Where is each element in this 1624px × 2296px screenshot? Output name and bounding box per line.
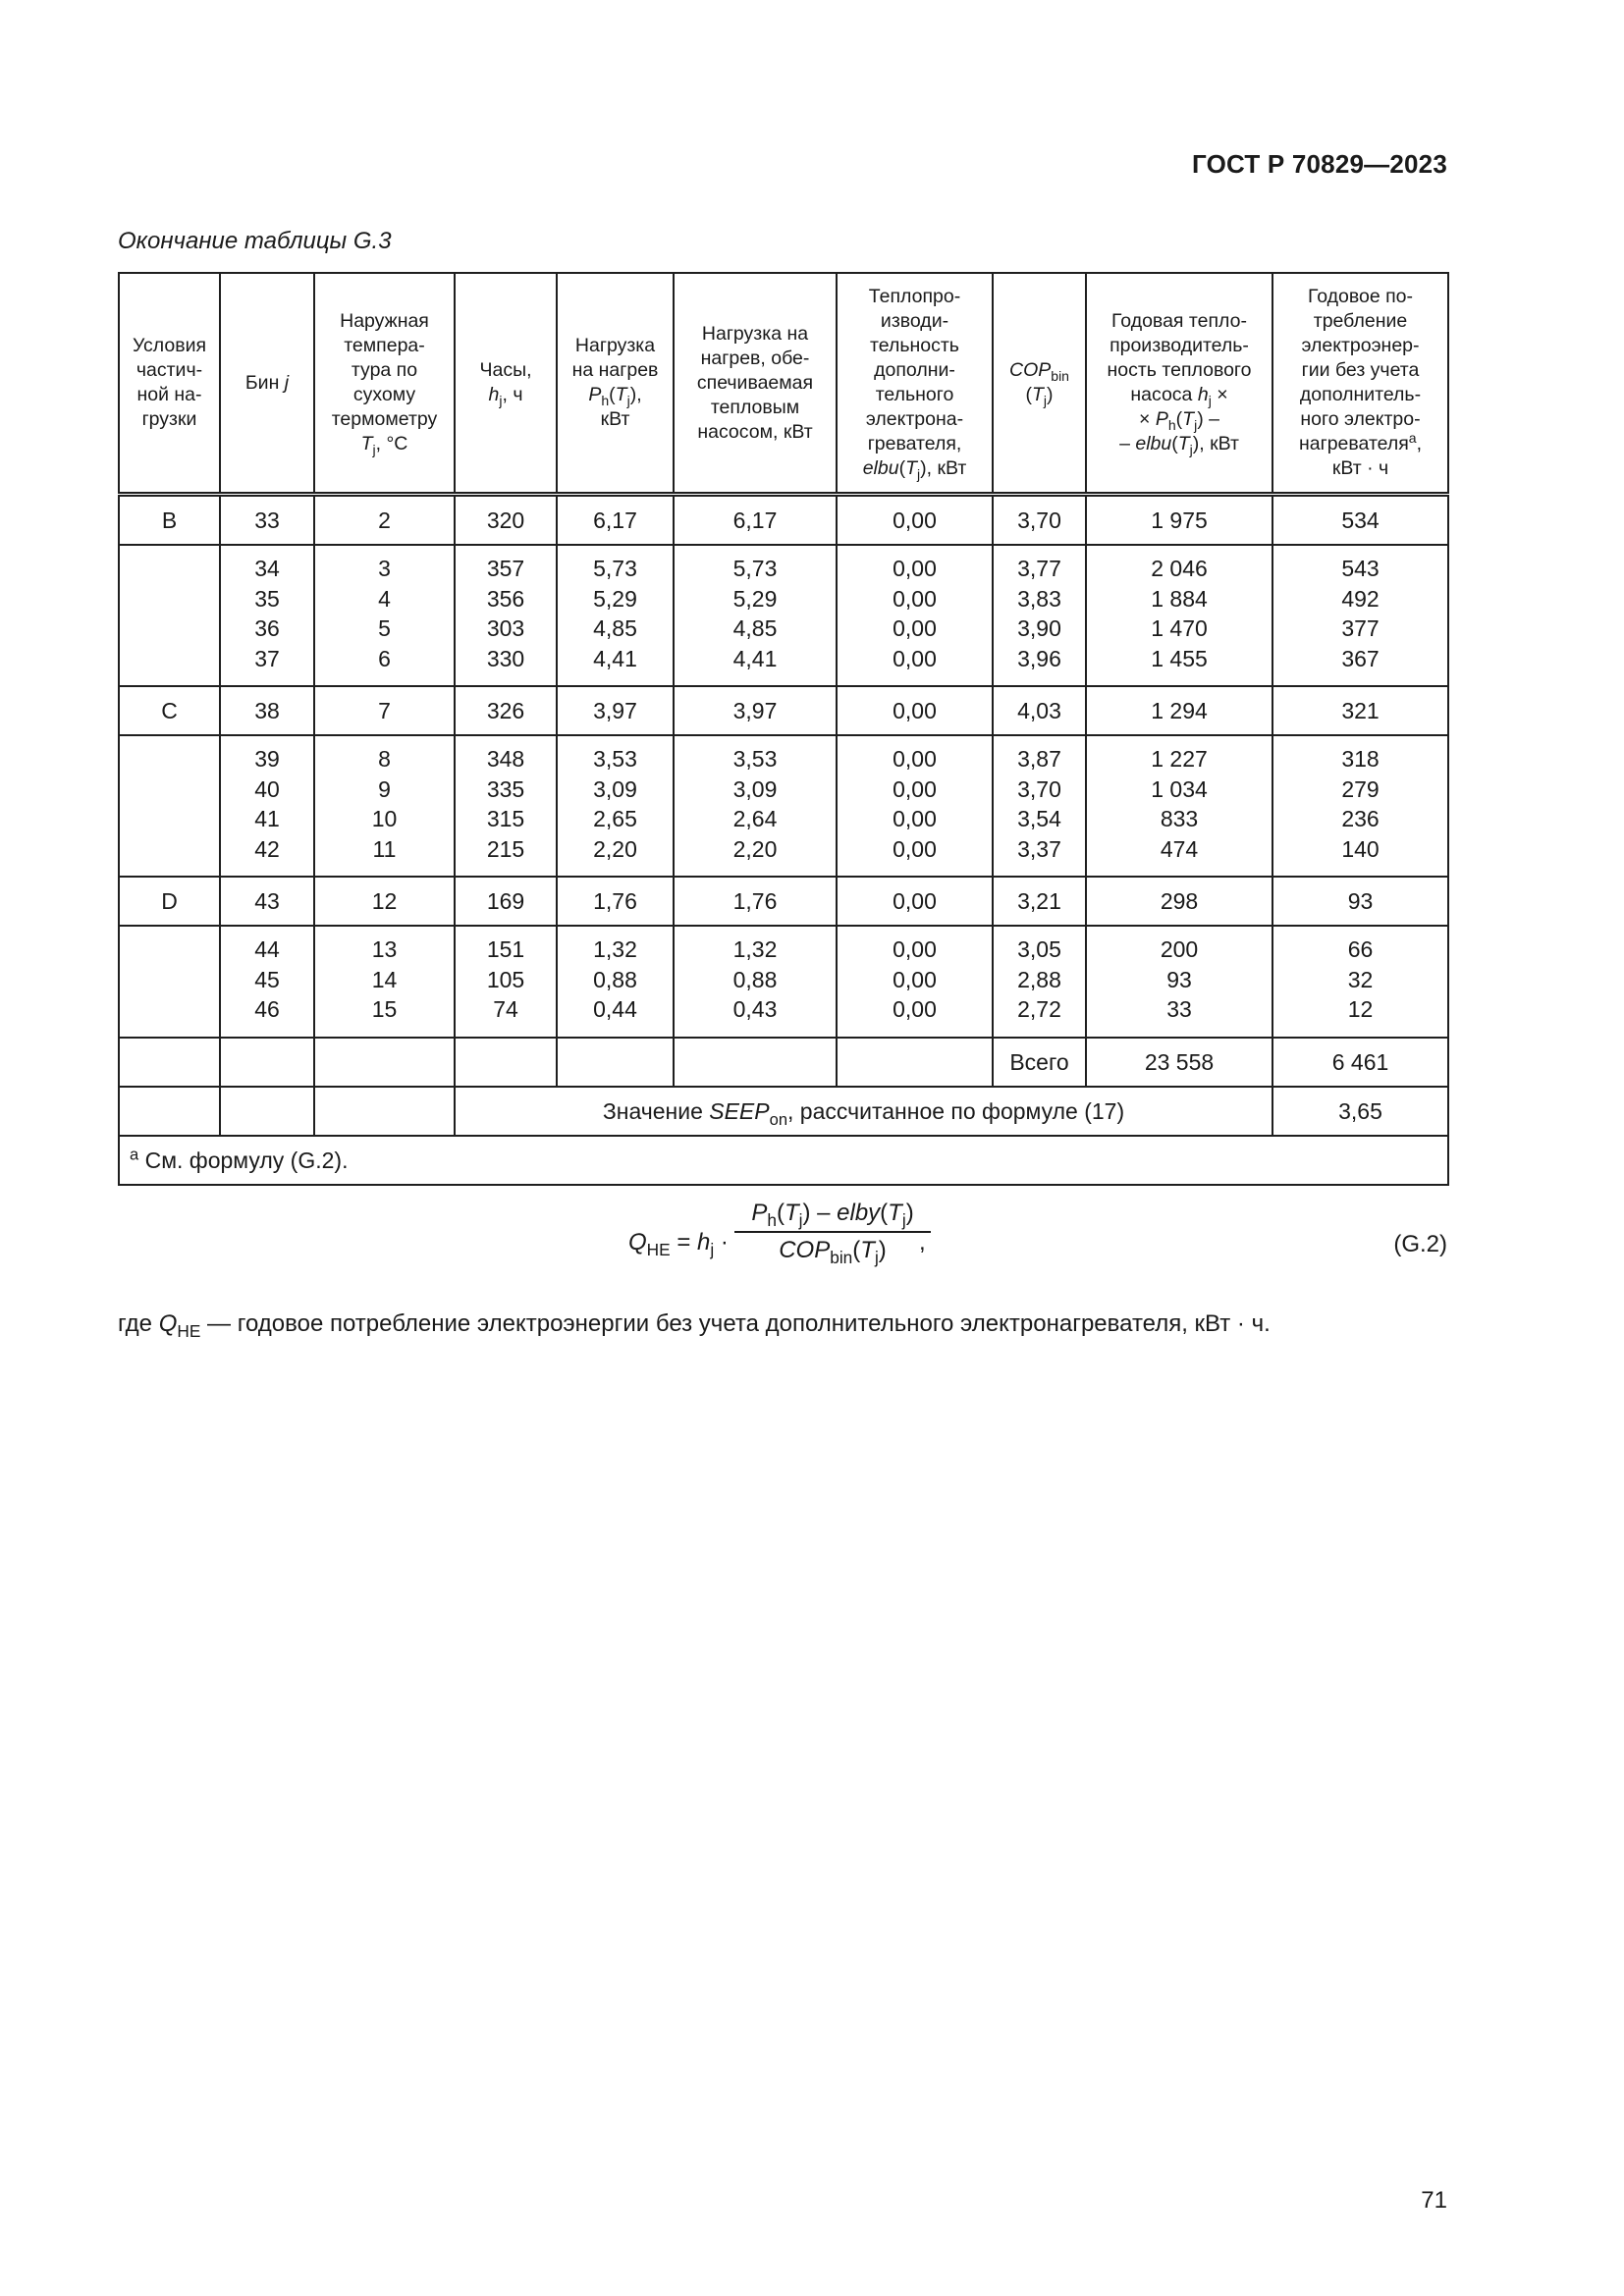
equation-g2: $Q_{HE} = h_j$ · $P_h(T_j)$ – $elby(T_j)$ $COP_{bin}(T_j)$ ,	[628, 1200, 943, 1288]
table-seep-row	[119, 1087, 1448, 1136]
col-header-backup-heater: Теплопро- изводи- тельность дополни- тельного электрона- гревателя, $elbu(T_j)$, кВт	[837, 273, 993, 495]
cell-hours: 151 105 74	[455, 926, 557, 1038]
col-header-outdoor-temp: Наружная темпера- тура по сухому термометру $T_j$, °С	[314, 273, 455, 495]
cell-annual-energy: 93	[1272, 877, 1448, 926]
col-header-hp-load: Нагрузка на нагрев, обе- спечиваемая тепловым насосом, кВт	[674, 273, 837, 495]
cell-cop: 3,05 2,88 2,72	[993, 926, 1086, 1038]
data-table	[118, 272, 1449, 1186]
cell-cop: 3,87 3,70 3,54 3,37	[993, 735, 1086, 877]
cell-elbu: 0,00	[837, 495, 993, 546]
table-row	[119, 686, 1448, 735]
seep-value: 3,65	[1272, 1087, 1448, 1136]
equation-number: (G.2)	[1393, 1231, 1447, 1257]
cell-load: 1,76	[557, 877, 674, 926]
cell-annual-heat: 1 294	[1086, 686, 1272, 735]
equation-lhs: $Q_{HE} = h_j$ ·	[628, 1229, 729, 1260]
cell-hours: 357 356 303 330	[455, 545, 557, 686]
equation-fraction	[734, 1200, 931, 1268]
cell-annual-heat: 1 227 1 034 833 474	[1086, 735, 1272, 877]
cell-hp-load: 1,32 0,88 0,43	[674, 926, 837, 1038]
cell-bin: 33	[220, 495, 314, 546]
page-number: 71	[1421, 2187, 1447, 2214]
cell-cop: 4,03	[993, 686, 1086, 735]
cell-elbu: 0,00 0,00 0,00 0,00	[837, 545, 993, 686]
table-footnote-row	[119, 1136, 1448, 1185]
cell-hp-load: 1,76	[674, 877, 837, 926]
cell-bin: 43	[220, 877, 314, 926]
cell-hours: 320	[455, 495, 557, 546]
cell-elbu: 0,00	[837, 686, 993, 735]
cell-temp: 13 14 15	[314, 926, 455, 1038]
table-row	[119, 735, 1448, 877]
cell-bin: 39 40 41 42	[220, 735, 314, 877]
cell-cop: 3,77 3,83 3,90 3,96	[993, 545, 1086, 686]
table-footnote: $^a$ См. формулу (G.2).	[119, 1136, 1448, 1185]
table-row	[119, 545, 1448, 686]
col-header-conditions: Условия частич- ной на- грузки	[119, 273, 220, 495]
cell-bin: 34 35 36 37	[220, 545, 314, 686]
cell-hours: 169	[455, 877, 557, 926]
cell-load: 5,73 5,29 4,85 4,41	[557, 545, 674, 686]
cell-hours: 326	[455, 686, 557, 735]
total-annual-heat: 23 558	[1086, 1038, 1272, 1087]
equation-numerator: $P_h(T_j)$ – $elby(T_j)$	[734, 1200, 931, 1233]
cell-annual-heat: 1 975	[1086, 495, 1272, 546]
cell-bin: 44 45 46	[220, 926, 314, 1038]
cell-elbu: 0,00 0,00 0,00 0,00	[837, 735, 993, 877]
cell-temp: 2	[314, 495, 455, 546]
cell-hp-load: 3,97	[674, 686, 837, 735]
table-caption: Окончание таблицы G.3	[118, 228, 392, 254]
table-row	[119, 877, 1448, 926]
cell-cop: 3,70	[993, 495, 1086, 546]
cell-hp-load: 5,73 5,29 4,85 4,41	[674, 545, 837, 686]
table-row	[119, 926, 1448, 1038]
cell-hp-load: 3,53 3,09 2,64 2,20	[674, 735, 837, 877]
cell-annual-heat: 200 93 33	[1086, 926, 1272, 1038]
cell-temp: 3 4 5 6	[314, 545, 455, 686]
col-header-heating-load: Нагрузка на нагрев $P_h(T_j)$, кВт	[557, 273, 674, 495]
cell-annual-energy: 321	[1272, 686, 1448, 735]
cell-temp: 12	[314, 877, 455, 926]
total-annual-energy: 6 461	[1272, 1038, 1448, 1087]
cell-condition	[119, 545, 220, 686]
cell-condition: C	[119, 686, 220, 735]
col-header-hours: Часы, $h_j$, ч	[455, 273, 557, 495]
cell-load: 3,53 3,09 2,65 2,20	[557, 735, 674, 877]
cell-annual-energy: 318 279 236 140	[1272, 735, 1448, 877]
total-label: Всего	[993, 1038, 1086, 1087]
data-table-container	[118, 272, 1447, 1186]
cell-annual-energy: 534	[1272, 495, 1448, 546]
cell-load: 1,32 0,88 0,44	[557, 926, 674, 1038]
cell-bin: 38	[220, 686, 314, 735]
table-header-row	[119, 273, 1448, 495]
cell-annual-heat: 298	[1086, 877, 1272, 926]
cell-annual-energy: 66 32 12	[1272, 926, 1448, 1038]
col-header-annual-heat: Годовая тепло- производитель- ность теплового насоса $h_j$ × × $P_h(T_j)$ – – $elbu(T_j)$, кВт	[1086, 273, 1272, 495]
cell-condition: D	[119, 877, 220, 926]
cell-annual-heat: 2 046 1 884 1 470 1 455	[1086, 545, 1272, 686]
cell-condition: B	[119, 495, 220, 546]
cell-hours: 348 335 315 215	[455, 735, 557, 877]
cell-condition	[119, 926, 220, 1038]
cell-elbu: 0,00 0,00 0,00	[837, 926, 993, 1038]
equation-legend: где $Q_{HE}$ — годовое потребление электроэнергии без учета дополнительного электронагревателя, кВт · ч.	[118, 1310, 1271, 1342]
cell-temp: 7	[314, 686, 455, 735]
equation-denominator: $COP_{bin}(T_j)$	[779, 1237, 887, 1268]
standard-id-header: ГОСТ Р 70829—2023	[1192, 149, 1447, 179]
cell-annual-energy: 543 492 377 367	[1272, 545, 1448, 686]
col-header-annual-energy: Годовое по- требление электроэнер- гии без учета дополнитель- ного электро- нагревателя$^a$, кВт · ч	[1272, 273, 1448, 495]
col-header-cop: $COP_{bin}$ $(T_j)$	[993, 273, 1086, 495]
seep-label: Значение $SEEP_{on}$, рассчитанное по формуле (17)	[455, 1087, 1272, 1136]
table-row	[119, 495, 1448, 546]
cell-condition	[119, 735, 220, 877]
cell-temp: 8 9 10 11	[314, 735, 455, 877]
cell-elbu: 0,00	[837, 877, 993, 926]
cell-load: 3,97	[557, 686, 674, 735]
cell-cop: 3,21	[993, 877, 1086, 926]
cell-hp-load: 6,17	[674, 495, 837, 546]
cell-load: 6,17	[557, 495, 674, 546]
table-total-row	[119, 1038, 1448, 1087]
col-header-bin: Бин j	[220, 273, 314, 495]
